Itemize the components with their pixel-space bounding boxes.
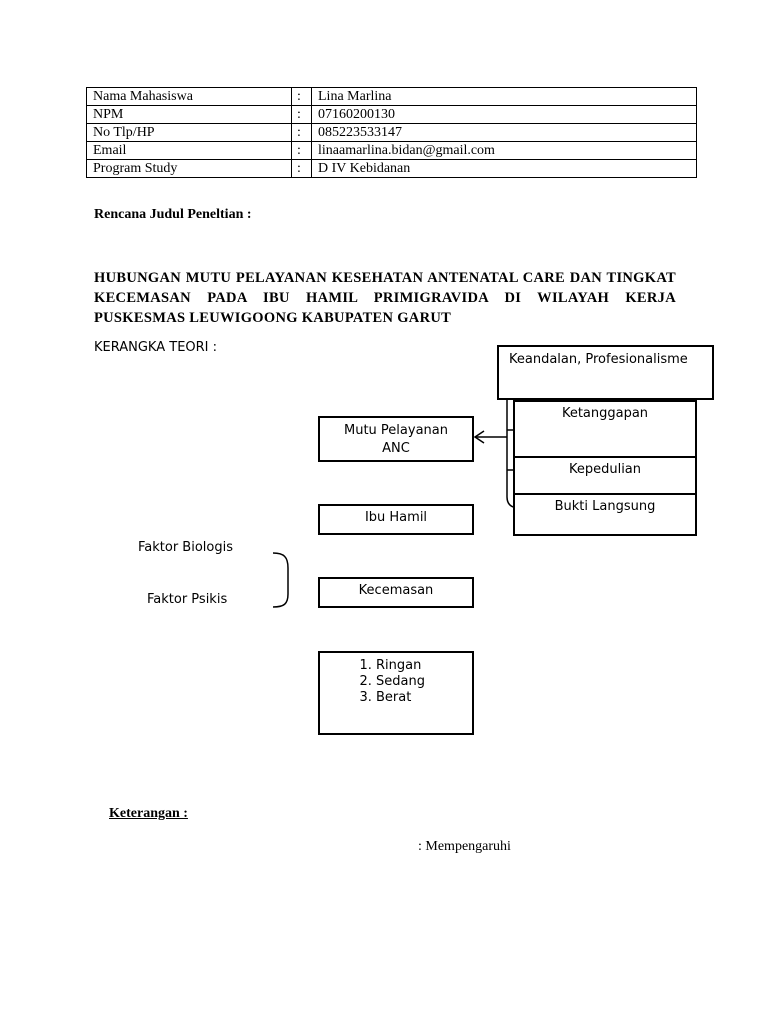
- list-item: 3. Berat: [376, 690, 472, 706]
- faktor-biologis: Faktor Biologis: [138, 540, 233, 555]
- student-info-table: [86, 87, 697, 178]
- info-separator: :: [292, 160, 312, 178]
- factor-bracket: [273, 553, 288, 607]
- info-separator: :: [292, 88, 312, 106]
- info-separator: :: [292, 106, 312, 124]
- list-item: 1. Ringan: [376, 658, 472, 674]
- research-title: HUBUNGAN MUTU PELAYANAN KESEHATAN ANTENATAL CARE DAN TINGKAT KECEMASAN PADA IBU HAMIL PRIMIGRAVIDA DI WILAYAH KERJA PUSKESMAS LEUWIGOONG KABUPATEN GARUT: [94, 270, 676, 326]
- ibu-hamil-label: Ibu Hamil: [364, 510, 428, 525]
- info-label: No Tlp/HP: [87, 124, 292, 142]
- table-row: [87, 88, 697, 106]
- dimension-box-kepedulian: [513, 456, 697, 495]
- anxiety-level-list: [320, 658, 472, 706]
- list-item: 2. Sedang: [376, 674, 472, 690]
- kerangka-teori-label: KERANGKA TEORI :: [94, 340, 218, 355]
- info-value: 07160200130: [312, 106, 697, 124]
- faktor-psikis: Faktor Psikis: [147, 592, 228, 607]
- keterangan-label: Keterangan :: [109, 806, 188, 821]
- info-value: D IV Kebidanan: [312, 160, 697, 178]
- dimension-box-bukti-langsung: [513, 493, 697, 536]
- table-row: [87, 160, 697, 178]
- dimension-label: Ketanggapan: [561, 406, 649, 421]
- mutu-pelayanan-box: [318, 416, 474, 462]
- info-label: Nama Mahasiswa: [87, 88, 292, 106]
- anxiety-levels-box: [318, 651, 474, 735]
- info-value: linaamarlina.bidan@gmail.com: [312, 142, 697, 160]
- ibu-hamil-box: [318, 504, 474, 535]
- info-label: Program Study: [87, 160, 292, 178]
- mutu-pelayanan-label: Mutu Pelayanan ANC: [344, 423, 448, 456]
- kecemasan-box: [318, 577, 474, 608]
- info-label: NPM: [87, 106, 292, 124]
- table-row: [87, 142, 697, 160]
- arrow-head-icon: [475, 431, 484, 443]
- info-separator: :: [292, 124, 312, 142]
- kecemasan-label: Kecemasan: [358, 583, 434, 598]
- keterangan-definition: : Mempengaruhi: [418, 839, 511, 854]
- table-row: [87, 124, 697, 142]
- table-row: [87, 106, 697, 124]
- info-label: Email: [87, 142, 292, 160]
- info-value: Lina Marlina: [312, 88, 697, 106]
- rencana-judul-label: Rencana Judul Peneltian :: [94, 207, 252, 222]
- info-value: 085223533147: [312, 124, 697, 142]
- info-separator: :: [292, 142, 312, 160]
- dimension-box-keandalan: [497, 345, 714, 400]
- dimension-box-ketanggapan: [513, 400, 697, 458]
- dimension-label: Kepedulian: [568, 462, 642, 477]
- dimension-label: Keandalan, Profesionalisme: [509, 352, 688, 367]
- dimension-label: Bukti Langsung: [554, 499, 656, 514]
